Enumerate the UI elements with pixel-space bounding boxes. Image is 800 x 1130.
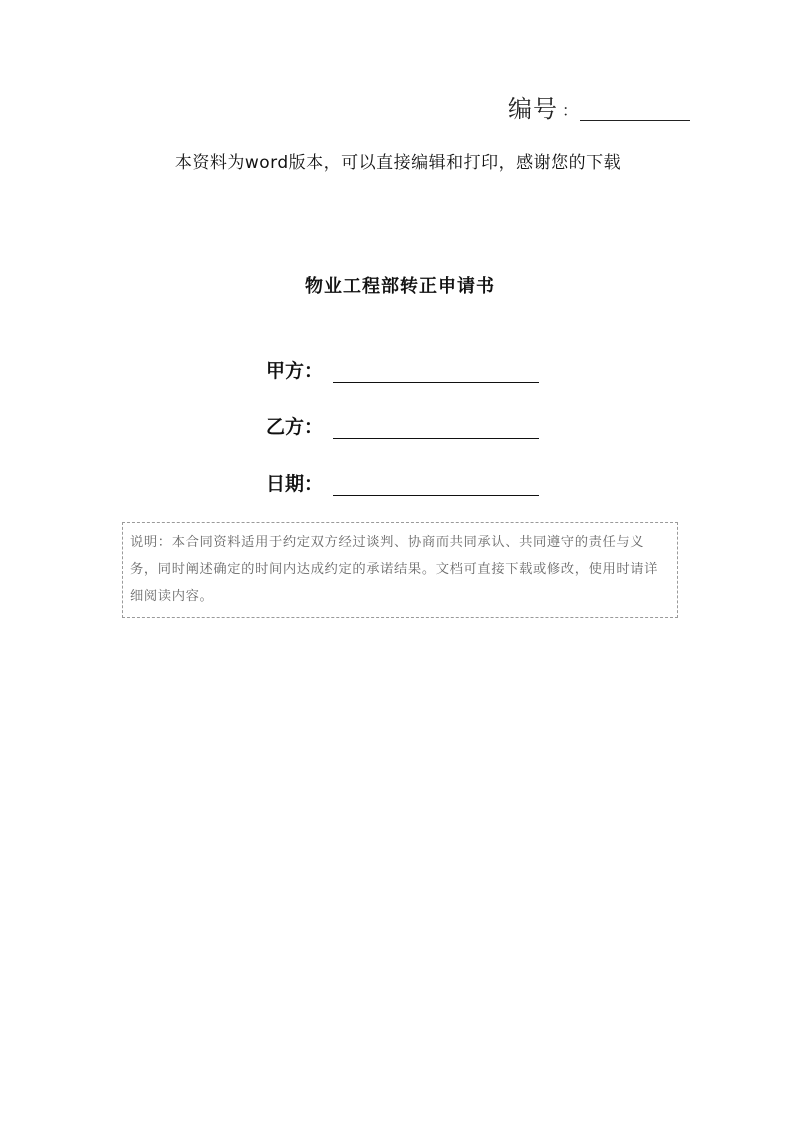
document-number-field[interactable] bbox=[580, 96, 690, 121]
party-b-field[interactable] bbox=[333, 418, 539, 439]
party-a-label: 甲方： bbox=[266, 360, 324, 382]
download-notice bbox=[0, 148, 800, 173]
party-b-row bbox=[266, 412, 539, 439]
party-a-field[interactable] bbox=[333, 362, 539, 383]
party-a-row bbox=[266, 356, 539, 383]
date-label: 日期： bbox=[266, 473, 324, 495]
document-number bbox=[508, 96, 690, 121]
date-row bbox=[266, 469, 539, 496]
date-field[interactable] bbox=[333, 475, 539, 496]
page-title: 物业工程部转正申请书 bbox=[305, 276, 495, 297]
document-number-colon: ： bbox=[562, 101, 579, 120]
download-notice-text: 本资料为word版本，可以直接编辑和打印，感谢您的下载 bbox=[174, 153, 622, 173]
document-number-label: 编号 bbox=[508, 95, 558, 123]
usage-note: 说明：本合同资料适用于约定双方经过谈判、协商而共同承认、共同遵守的责任与义务，同时阐述确定的时间内达成约定的承诺结果。文档可直接下载或修改，使用时请详细阅读内容。 bbox=[122, 522, 678, 618]
party-b-label: 乙方： bbox=[266, 416, 324, 438]
